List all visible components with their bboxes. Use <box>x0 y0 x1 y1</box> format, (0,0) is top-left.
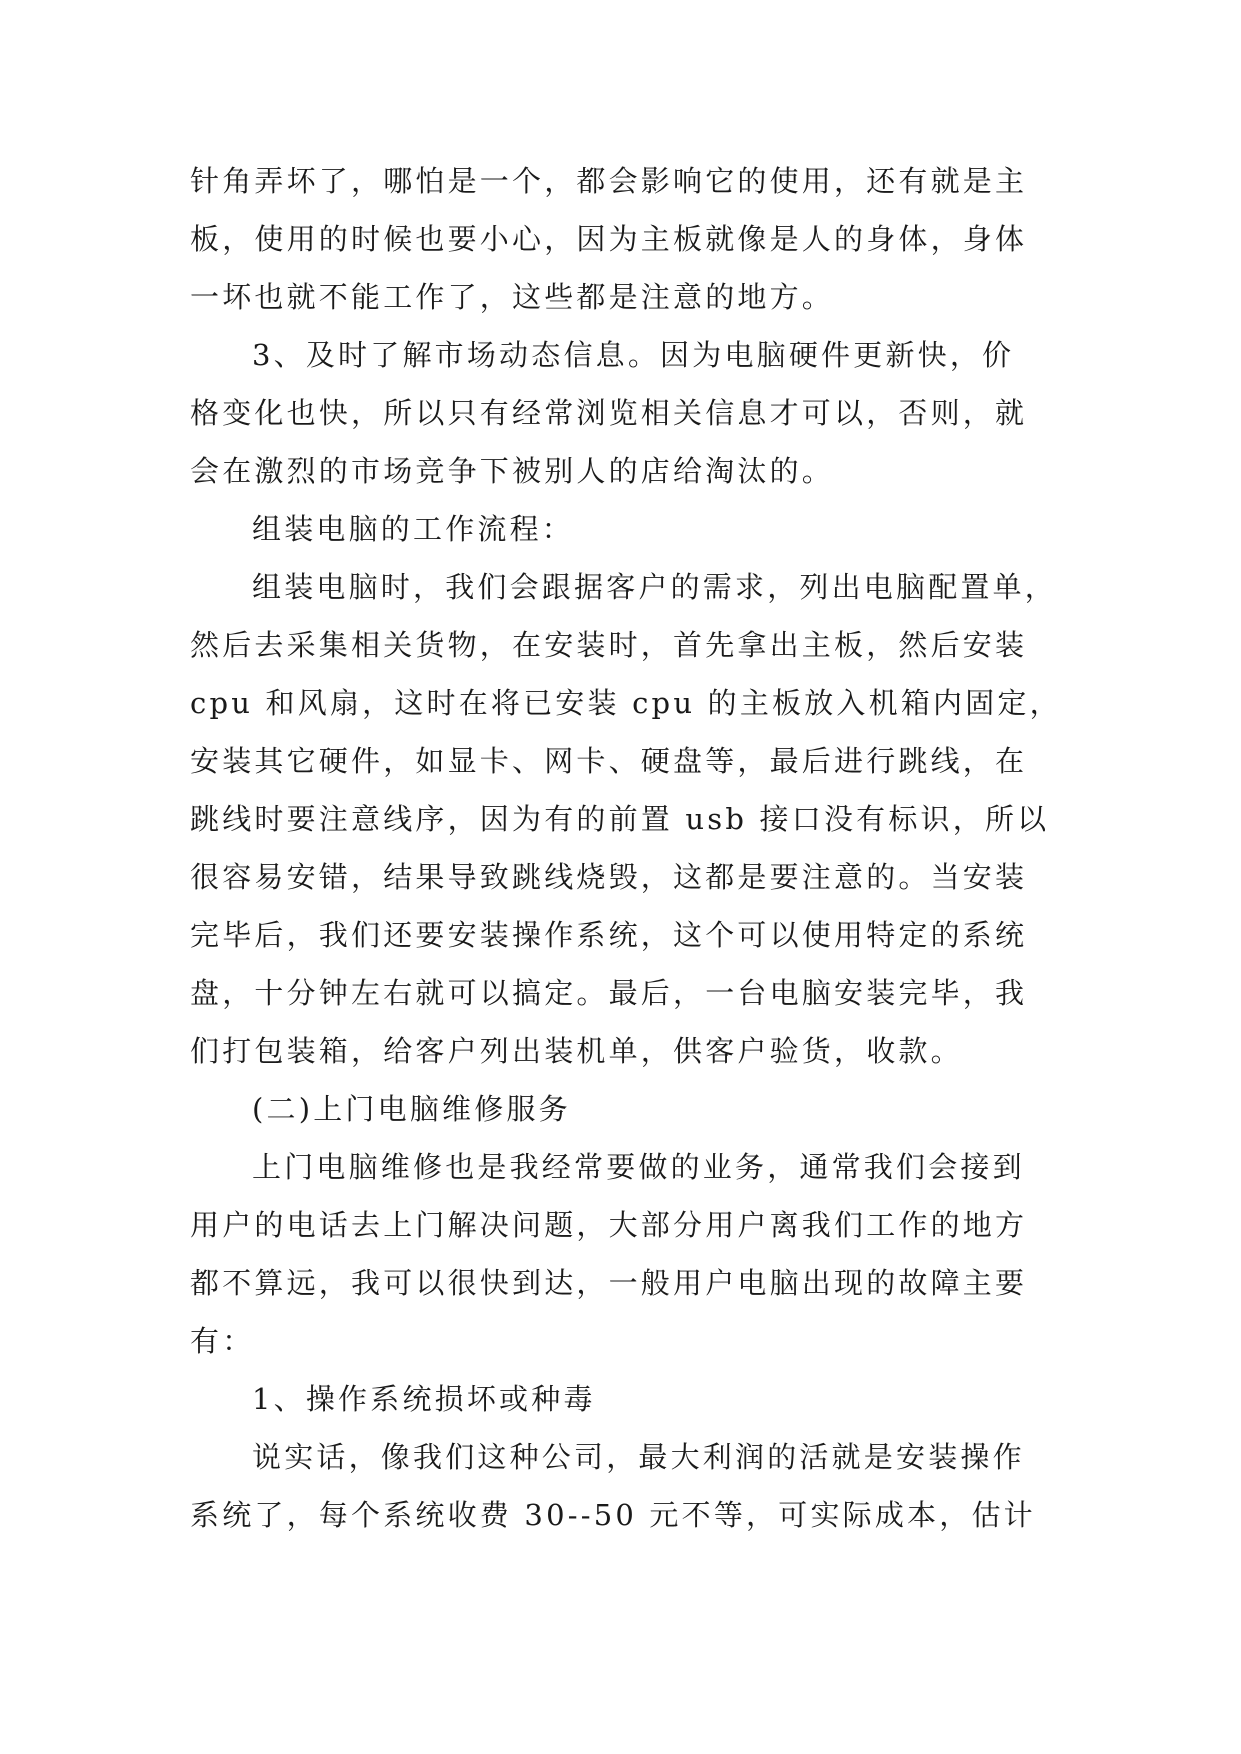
text-line-16: 们打包装箱，给客户列出装机单，供客户验货，收款。 <box>190 1034 963 1068</box>
text-line-8: 组装电脑时，我们会跟据客户的需求，列出电脑配置单， <box>252 570 1058 604</box>
text-line-15: 盘，十分钟左右就可以搞定。最后，一台电脑安装完毕，我 <box>190 976 1028 1010</box>
text-line-24: 系统了，每个系统收费 30--50 元不等，可实际成本，估计 <box>190 1498 1036 1532</box>
text-line-7: 组装电脑的工作流程： <box>252 512 575 546</box>
text-line-2: 板，使用的时候也要小心，因为主板就像是人的身体，身体 <box>190 222 1028 256</box>
text-line-18: 上门电脑维修也是我经常要做的业务，通常我们会接到 <box>252 1150 1025 1184</box>
text-line-11: 安装其它硬件，如显卡、网卡、硬盘等，最后进行跳线，在 <box>190 744 1028 778</box>
text-line-20: 都不算远，我可以很快到达，一般用户电脑出现的故障主要 <box>190 1266 1028 1300</box>
text-line-22: 1、操作系统损坏或种毒 <box>252 1382 596 1416</box>
text-line-3: 一坏也就不能工作了，这些都是注意的地方。 <box>190 280 835 314</box>
text-line-12: 跳线时要注意线序，因为有的前置 usb 接口没有标识，所以 <box>190 802 1050 836</box>
text-line-6: 会在激烈的市场竞争下被别人的店给淘汰的。 <box>190 454 835 488</box>
text-line-13: 很容易安错，结果导致跳线烧毁，这都是要注意的。当安装 <box>190 860 1028 894</box>
text-line-14: 完毕后，我们还要安装操作系统，这个可以使用特定的系统 <box>190 918 1028 952</box>
text-line-9: 然后去采集相关货物，在安装时，首先拿出主板，然后安装 <box>190 628 1028 662</box>
text-line-10: cpu 和风扇，这时在将已安装 cpu 的主板放入机箱内固定， <box>190 686 1062 720</box>
text-line-17: (二)上门电脑维修服务 <box>252 1092 571 1126</box>
text-line-4: 3、及时了解市场动态信息。因为电脑硬件更新快，价 <box>252 338 1015 372</box>
text-line-21: 有： <box>190 1324 255 1358</box>
text-line-19: 用户的电话去上门解决问题，大部分用户离我们工作的地方 <box>190 1208 1028 1242</box>
body-text <box>190 152 1060 1544</box>
text-line-5: 格变化也快，所以只有经常浏览相关信息才可以，否则，就 <box>190 396 1028 430</box>
text-line-1: 针角弄坏了，哪怕是一个，都会影响它的使用，还有就是主 <box>190 164 1028 198</box>
text-line-23: 说实话，像我们这种公司，最大利润的活就是安装操作 <box>252 1440 1025 1474</box>
